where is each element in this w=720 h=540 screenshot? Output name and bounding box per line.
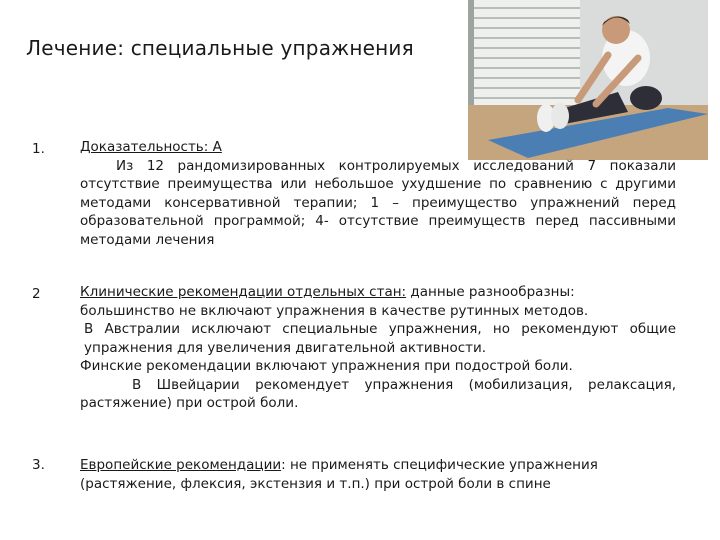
item-1-heading: Доказательность: А	[80, 139, 222, 155]
item-2-paragraph-3: Финские рекомендации включают упражнения при подострой боли.	[80, 358, 573, 374]
item-2-paragraph-4: В Швейцарии рекомендует упражнения (мобилизация, релаксация, растяжение) при острой боли.	[80, 376, 676, 411]
item-2-number: 2	[32, 286, 41, 302]
item-2-heading-tail: данные разнообразны:	[406, 284, 575, 300]
exercise-photo	[468, 0, 708, 160]
item-2-heading: Клинические рекомендации отдельных стан:	[80, 284, 407, 300]
item-3-number: 3.	[32, 457, 45, 473]
item-2-paragraph-1: большинство не включают упражнения в качестве рутинных методов.	[80, 302, 589, 319]
person-stretching-photo-icon	[468, 0, 708, 160]
item-1	[80, 138, 676, 249]
item-2	[80, 283, 676, 413]
item-3-paragraph: (растяжение, флексия, экстензия и т.п.) при острой боли в спине	[80, 475, 551, 492]
page-title: Лечение: специальные упражнения	[26, 36, 414, 60]
item-3-heading: Европейские рекомендации	[80, 457, 282, 473]
item-3-heading-tail: : не применять специфические упражнения	[281, 457, 598, 473]
item-1-paragraph: Из 12 рандомизированных контролируемых исследований 7 показали отсутствие преимущества или небольшое ухудшение по сравнению с другими методами консервативной терапии; 1 – преимущество упражнений перед образовательной программой; 4- отсутствие преимуществ перед пассивными методами лечения	[80, 157, 676, 248]
item-1-number: 1.	[32, 141, 45, 157]
item-2-paragraph-2: В Австралии исключают специальные упражнения, но рекомендуют общие упражнения для увеличения двигательной активности.	[84, 321, 676, 356]
item-3	[80, 456, 676, 493]
